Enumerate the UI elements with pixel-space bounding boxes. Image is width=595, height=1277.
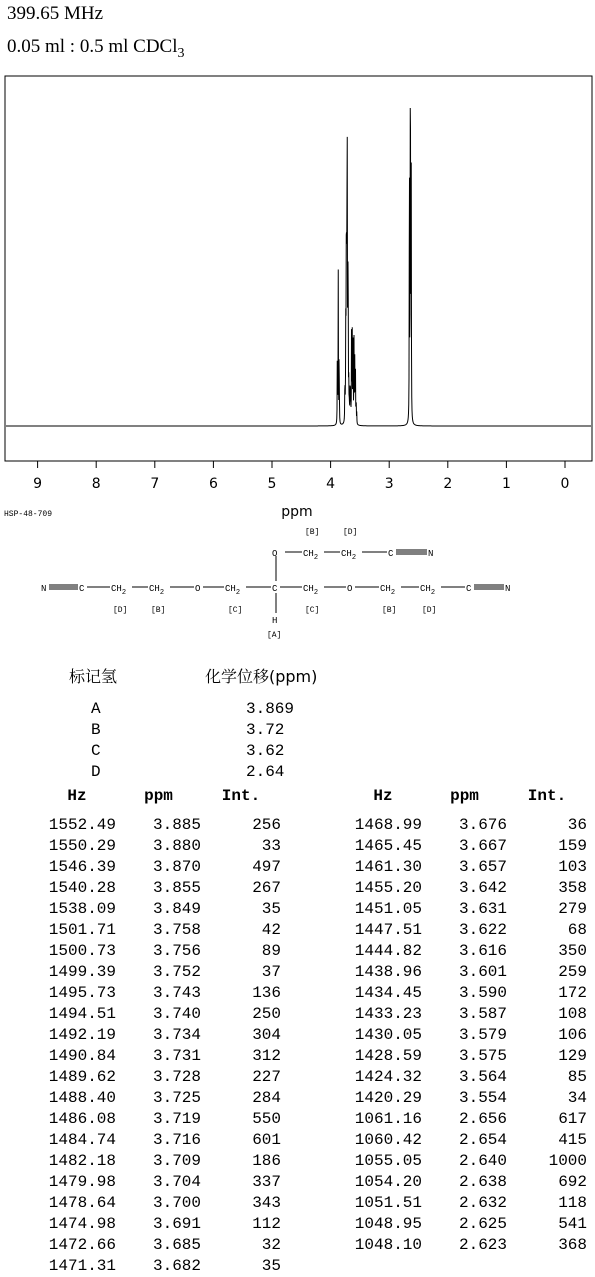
peak-int-cell: 35: [261, 900, 281, 918]
label-d-branch: [D]: [343, 528, 358, 537]
peak-hz-cell: 1051.51: [354, 1194, 422, 1212]
ch2-c-right: $CH_2$: [303, 584, 319, 597]
peak-ppm-cell: 3.631: [458, 900, 507, 918]
ch2-d-branch: $CH_2$: [341, 549, 357, 562]
peak-hz-cell: 1479.98: [48, 1173, 116, 1191]
peak-ppm-cell: 3.731: [152, 1047, 201, 1065]
table-row: [38, 815, 281, 836]
peak-int-cell: 68: [567, 921, 587, 939]
x-tick-label: 5: [267, 476, 277, 492]
peak-int-cell: 89: [261, 942, 281, 960]
peak-hz-cell: 1444.82: [354, 942, 422, 960]
peak-int-cell: 692: [558, 1173, 587, 1191]
table-row: [38, 1004, 281, 1025]
hz-header: Hz: [67, 787, 87, 805]
peak-int-cell: 129: [558, 1047, 587, 1065]
peak-int-cell: 256: [252, 816, 281, 834]
peak-ppm-cell: 3.642: [458, 879, 507, 897]
peak-int-cell: 279: [558, 900, 587, 918]
peak-int-cell: 36: [567, 816, 587, 834]
peak-ppm-cell: 2.625: [458, 1215, 507, 1233]
peak-hz-cell: 1461.30: [354, 858, 422, 876]
peak-hz-cell: 1472.66: [48, 1236, 116, 1254]
table-row: [344, 1067, 587, 1088]
spectrum-trace: [6, 108, 591, 426]
peak-int-cell: 617: [558, 1110, 587, 1128]
table-row: [38, 1235, 281, 1256]
atom-c-nitrile-right: C: [466, 584, 472, 594]
peak-ppm-cell: 3.885: [152, 816, 201, 834]
table-row: [38, 1151, 281, 1172]
main-chain-bonds: [49, 550, 504, 613]
peak-hz-cell: 1060.42: [354, 1131, 422, 1149]
int-header: Int.: [527, 787, 567, 805]
peak-hz-cell: 1482.18: [48, 1152, 116, 1170]
peak-hz-cell: 1501.71: [48, 921, 116, 939]
table-row: [344, 983, 587, 1004]
peak-ppm-cell: 3.756: [152, 942, 201, 960]
ppm-header: ppm: [144, 787, 173, 805]
peak-hz-cell: 1492.19: [48, 1026, 116, 1044]
table-row: [344, 1214, 587, 1235]
table-row: [344, 1025, 587, 1046]
ch2-d-right: $CH_2$: [420, 584, 436, 597]
peak-int-cell: 497: [252, 858, 281, 876]
assign-shift: 3.62: [246, 742, 285, 760]
peak-int-cell: 284: [252, 1089, 281, 1107]
peak-ppm-cell: 3.564: [458, 1068, 507, 1086]
atom-n-left: N: [41, 584, 47, 594]
peak-int-cell: 136: [252, 984, 281, 1002]
peak-int-cell: 103: [558, 858, 587, 876]
table-row: [38, 899, 281, 920]
peak-hz-cell: 1488.40: [48, 1089, 116, 1107]
peak-hz-cell: 1428.59: [354, 1047, 422, 1065]
peak-ppm-cell: 3.657: [458, 858, 507, 876]
peak-int-cell: 259: [558, 963, 587, 981]
table-row: [344, 1235, 587, 1256]
peak-hz-cell: 1438.96: [354, 963, 422, 981]
peak-ppm-cell: 2.640: [458, 1152, 507, 1170]
peak-hz-cell: 1552.49: [48, 816, 116, 834]
assign-shift: 3.72: [246, 721, 285, 739]
peak-int-cell: 112: [252, 1215, 281, 1233]
assign-label: D: [91, 763, 101, 781]
peak-ppm-cell: 2.623: [458, 1236, 507, 1254]
peak-hz-cell: 1500.73: [48, 942, 116, 960]
label-b-branch: [B]: [305, 528, 320, 537]
peak-ppm-cell: 3.579: [458, 1026, 507, 1044]
peak-int-cell: 601: [252, 1131, 281, 1149]
x-tick-label: 4: [326, 476, 336, 492]
peak-ppm-cell: 3.758: [152, 921, 201, 939]
peak-ppm-cell: 2.638: [458, 1173, 507, 1191]
table-row: [38, 1193, 281, 1214]
table-row: [344, 836, 587, 857]
solvent-subscript: 3: [177, 45, 185, 61]
peak-ppm-cell: 3.700: [152, 1194, 201, 1212]
peak-ppm-cell: 3.743: [152, 984, 201, 1002]
atom-o-right: O: [347, 584, 353, 594]
table-row: [344, 899, 587, 920]
label-c-right: [C]: [305, 606, 320, 615]
label-a-center: [A]: [267, 631, 282, 640]
label-b-left: [B]: [151, 606, 166, 615]
table-row: [38, 857, 281, 878]
x-tick-label: 2: [443, 476, 453, 492]
peak-ppm-cell: 3.880: [152, 837, 201, 855]
x-tick-label: 0: [560, 476, 570, 492]
peak-hz-cell: 1495.73: [48, 984, 116, 1002]
atom-c-center: C: [272, 584, 278, 594]
ch2-b-left: $CH_2$: [149, 584, 165, 597]
table-row: [344, 815, 587, 836]
x-axis-label: ppm: [281, 504, 313, 520]
peak-ppm-cell: 3.725: [152, 1089, 201, 1107]
peak-hz-cell: 1447.51: [354, 921, 422, 939]
plot-frame: [5, 76, 592, 461]
table-row: [344, 920, 587, 941]
table-row: [344, 1088, 587, 1109]
peak-ppm-cell: 3.716: [152, 1131, 201, 1149]
int-header: Int.: [221, 787, 261, 805]
assign-shift: 2.64: [246, 763, 285, 781]
peak-hz-cell: 1478.64: [48, 1194, 116, 1212]
peak-ppm-cell: 3.740: [152, 1005, 201, 1023]
x-ticks: [33, 461, 569, 492]
peak-int-cell: 250: [252, 1005, 281, 1023]
atom-o-left: O: [195, 584, 201, 594]
peak-int-cell: 159: [558, 837, 587, 855]
peak-ppm-cell: 3.691: [152, 1215, 201, 1233]
table-row: [344, 962, 587, 983]
label-b-right: [B]: [382, 606, 397, 615]
table-row: [344, 1046, 587, 1067]
x-tick-label: 3: [384, 476, 394, 492]
peak-hz-cell: 1486.08: [48, 1110, 116, 1128]
molecular-structure: [0, 505, 595, 645]
spectrum-code: HSP-48-709: [4, 510, 53, 519]
ch2-c-left: $CH_2$: [225, 584, 241, 597]
peak-hz-cell: 1538.09: [48, 900, 116, 918]
table-row: [344, 1193, 587, 1214]
peak-hz-cell: 1048.10: [354, 1236, 422, 1254]
ch2-b-right: $CH_2$: [380, 584, 396, 597]
table-row: [344, 941, 587, 962]
peak-int-cell: 34: [567, 1089, 587, 1107]
peak-ppm-cell: 3.554: [458, 1089, 507, 1107]
peak-hz-cell: 1055.05: [354, 1152, 422, 1170]
peak-int-cell: 35: [261, 1257, 281, 1275]
label-c-left: [C]: [228, 606, 243, 615]
peak-int-cell: 106: [558, 1026, 587, 1044]
table-row: [38, 941, 281, 962]
ch2-d-left: $CH_2$: [111, 584, 127, 597]
hz-header: Hz: [373, 787, 393, 805]
table-row: [38, 983, 281, 1004]
ch2-b-branch: $CH_2$: [303, 549, 319, 562]
x-tick-label: 8: [91, 476, 101, 492]
peak-int-cell: 541: [558, 1215, 587, 1233]
peak-int-cell: 343: [252, 1194, 281, 1212]
peak-int-cell: 227: [252, 1068, 281, 1086]
peak-int-cell: 304: [252, 1026, 281, 1044]
x-tick-label: 7: [150, 476, 160, 492]
peak-hz-cell: 1434.45: [354, 984, 422, 1002]
atom-c-nitrile-left: C: [79, 584, 85, 594]
solvent-info: [7, 36, 185, 62]
table-row: [38, 836, 281, 857]
peak-ppm-cell: 3.682: [152, 1257, 201, 1275]
atom-c-nitrile-branch: C: [388, 549, 394, 559]
x-tick-label: 9: [33, 476, 43, 492]
assign-label-header: 标记氢: [69, 667, 118, 686]
peak-ppm-cell: 3.676: [458, 816, 507, 834]
x-tick-label: 1: [501, 476, 511, 492]
atom-n-branch: N: [428, 549, 434, 559]
table-row: [38, 962, 281, 983]
table-row: [38, 1088, 281, 1109]
peak-int-cell: 358: [558, 879, 587, 897]
peak-ppm-cell: 3.734: [152, 1026, 201, 1044]
solvent-text: 0.05 ml : 0.5 ml CDCl: [7, 36, 178, 57]
peak-hz-cell: 1048.95: [354, 1215, 422, 1233]
table-row: [344, 1130, 587, 1151]
peak-hz-cell: 1455.20: [354, 879, 422, 897]
peak-ppm-cell: 3.587: [458, 1005, 507, 1023]
peak-int-cell: 172: [558, 984, 587, 1002]
peak-ppm-cell: 3.855: [152, 879, 201, 897]
peak-hz-cell: 1494.51: [48, 1005, 116, 1023]
x-tick-label: 6: [208, 476, 218, 492]
assign-label: B: [91, 721, 101, 739]
peak-ppm-cell: 3.575: [458, 1047, 507, 1065]
table-row: [38, 1130, 281, 1151]
peak-int-cell: 312: [252, 1047, 281, 1065]
atom-h-center: H: [272, 616, 278, 626]
peak-int-cell: 368: [558, 1236, 587, 1254]
peak-hz-cell: 1451.05: [354, 900, 422, 918]
peak-hz-cell: 1490.84: [48, 1047, 116, 1065]
peak-hz-cell: 1420.29: [354, 1089, 422, 1107]
assign-shift-header: 化学位移(ppm): [205, 667, 318, 686]
peak-ppm-cell: 2.654: [458, 1131, 507, 1149]
table-row: [38, 1172, 281, 1193]
peak-hz-cell: 1499.39: [48, 963, 116, 981]
label-d-right: [D]: [422, 606, 437, 615]
table-row: [344, 857, 587, 878]
peak-int-cell: 337: [252, 1173, 281, 1191]
peak-int-cell: 37: [261, 963, 281, 981]
peak-ppm-cell: 3.590: [458, 984, 507, 1002]
peak-int-cell: 42: [261, 921, 281, 939]
table-row: [344, 1172, 587, 1193]
peak-int-cell: 108: [558, 1005, 587, 1023]
peak-int-cell: 118: [558, 1194, 587, 1212]
peak-ppm-cell: 3.685: [152, 1236, 201, 1254]
peak-hz-cell: 1471.31: [48, 1257, 116, 1275]
peak-hz-cell: 1474.98: [48, 1215, 116, 1233]
peak-ppm-cell: 3.870: [152, 858, 201, 876]
peak-hz-cell: 1546.39: [48, 858, 116, 876]
table-row: [38, 920, 281, 941]
peak-ppm-cell: 3.601: [458, 963, 507, 981]
peak-hz-cell: 1484.74: [48, 1131, 116, 1149]
peak-int-cell: 85: [567, 1068, 587, 1086]
table-row: [344, 1004, 587, 1025]
peak-ppm-cell: 2.656: [458, 1110, 507, 1128]
table-row: [344, 1109, 587, 1130]
atom-o-branch: O: [272, 549, 278, 559]
peak-ppm-cell: 3.622: [458, 921, 507, 939]
table-row: [38, 1214, 281, 1235]
table-row: [344, 878, 587, 899]
peak-table-left: [38, 787, 281, 1277]
peak-hz-cell: 1054.20: [354, 1173, 422, 1191]
peak-int-cell: 32: [261, 1236, 281, 1254]
peak-int-cell: 415: [558, 1131, 587, 1149]
atom-n-right: N: [505, 584, 511, 594]
peak-table-right: [344, 787, 587, 1256]
label-d-left: [D]: [113, 606, 128, 615]
table-row: [38, 1025, 281, 1046]
peak-hz-cell: 1433.23: [354, 1005, 422, 1023]
peak-hz-cell: 1540.28: [48, 879, 116, 897]
peak-hz-cell: 1489.62: [48, 1068, 116, 1086]
peak-hz-cell: 1061.16: [354, 1110, 422, 1128]
spectrometer-frequency: 399.65 MHz: [7, 3, 104, 24]
peak-hz-cell: 1465.45: [354, 837, 422, 855]
peak-int-cell: 550: [252, 1110, 281, 1128]
peak-ppm-cell: 3.709: [152, 1152, 201, 1170]
peak-hz-cell: 1468.99: [354, 816, 422, 834]
peak-ppm-cell: 3.728: [152, 1068, 201, 1086]
peak-int-cell: 1000: [548, 1152, 587, 1170]
table-row: [38, 1067, 281, 1088]
peak-hz-cell: 1430.05: [354, 1026, 422, 1044]
peak-ppm-cell: 3.704: [152, 1173, 201, 1191]
peak-hz-cell: 1424.32: [354, 1068, 422, 1086]
assign-label: A: [91, 700, 101, 718]
table-row: [38, 1046, 281, 1067]
peak-ppm-cell: 2.632: [458, 1194, 507, 1212]
peak-ppm-cell: 3.719: [152, 1110, 201, 1128]
peak-ppm-cell: 3.667: [458, 837, 507, 855]
table-row: [344, 1151, 587, 1172]
peak-int-cell: 267: [252, 879, 281, 897]
peak-int-cell: 186: [252, 1152, 281, 1170]
peak-ppm-cell: 3.616: [458, 942, 507, 960]
peak-ppm-cell: 3.752: [152, 963, 201, 981]
peak-int-cell: 33: [261, 837, 281, 855]
peak-int-cell: 350: [558, 942, 587, 960]
peak-ppm-cell: 3.849: [152, 900, 201, 918]
peak-hz-cell: 1550.29: [48, 837, 116, 855]
ppm-header: ppm: [450, 787, 479, 805]
table-row: [38, 1109, 281, 1130]
assign-label: C: [91, 742, 101, 760]
table-row: [38, 878, 281, 899]
assign-shift: 3.869: [246, 700, 295, 718]
table-row: [38, 1256, 281, 1277]
